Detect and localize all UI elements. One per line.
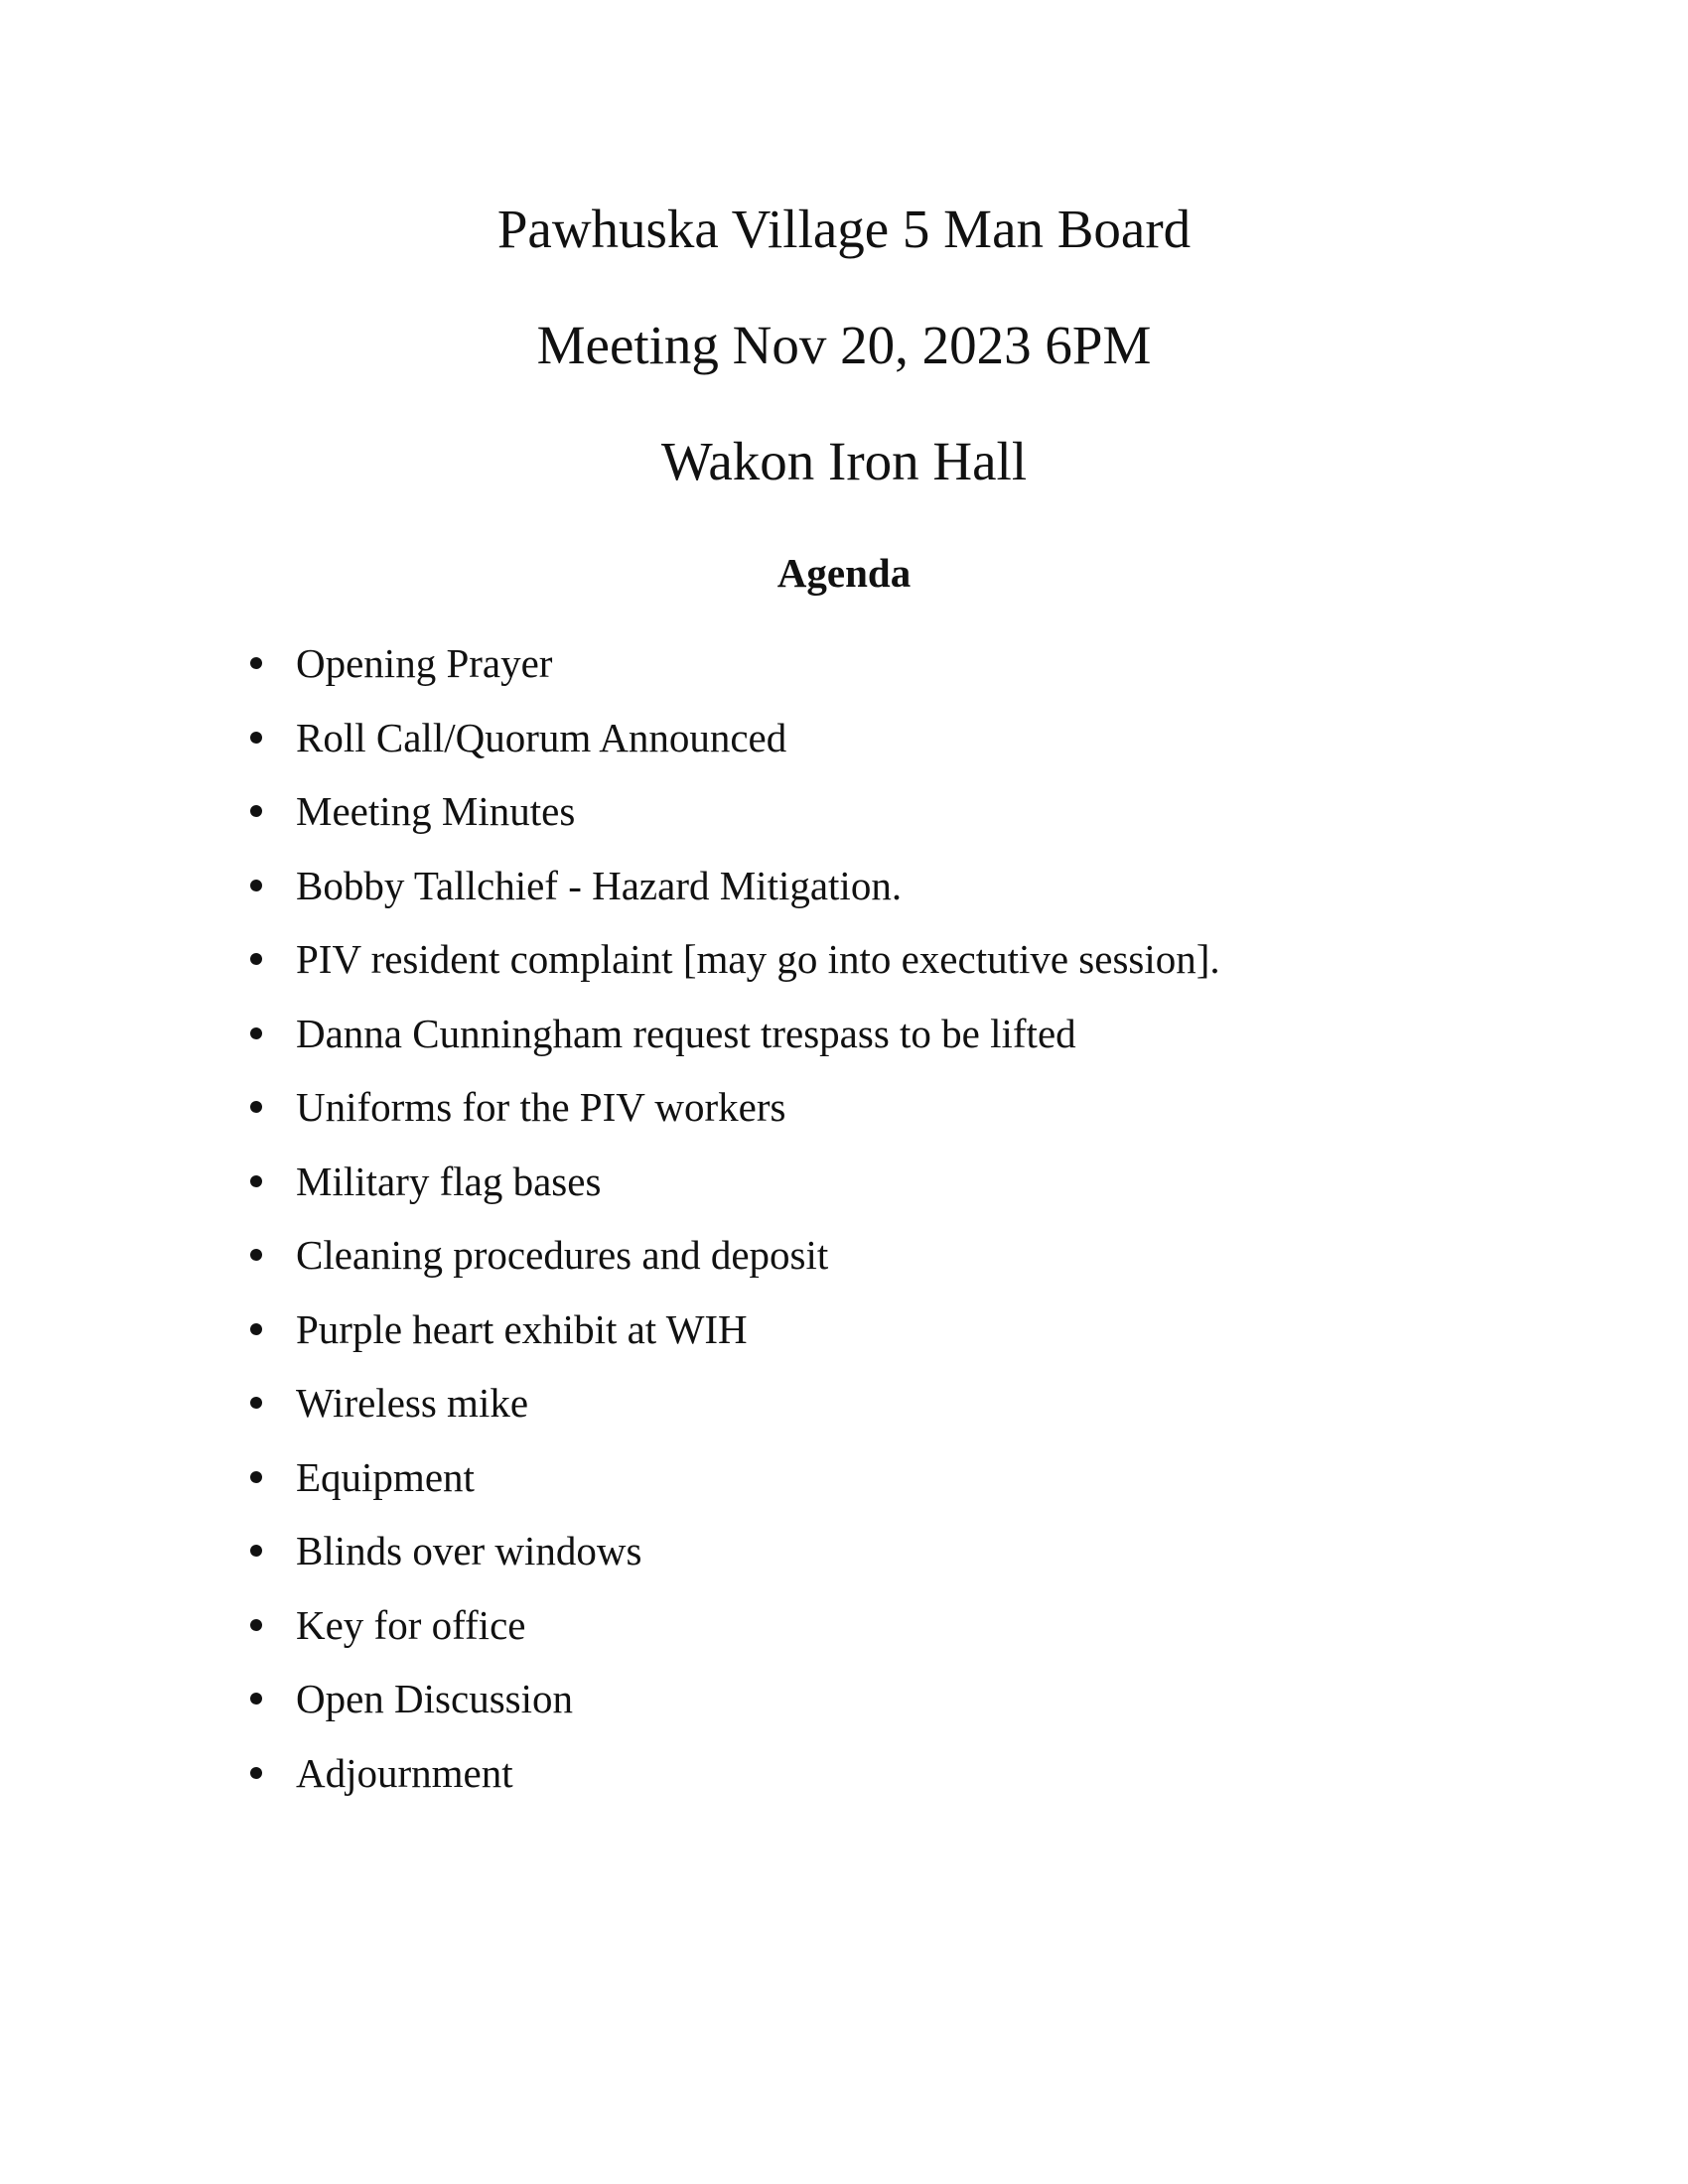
agenda-item	[0, 786, 1688, 861]
agenda-item	[0, 934, 1688, 1009]
bullet-icon	[250, 657, 262, 669]
agenda-item-text: Uniforms for the PIV workers	[296, 1084, 786, 1130]
agenda-item-text: Cleaning procedures and deposit	[296, 1232, 829, 1278]
bullet-icon	[250, 1693, 262, 1705]
agenda-item	[0, 1230, 1688, 1304]
document-title: Pawhuska Village 5 Man Board	[496, 199, 1192, 259]
agenda-item-text: PIV resident complaint [may go into exectutive session].	[296, 936, 1220, 982]
agenda-item-text: Blinds over windows	[296, 1528, 642, 1573]
agenda-list	[0, 638, 1688, 1822]
bullet-icon	[250, 1545, 262, 1557]
agenda-item-text: Opening Prayer	[296, 640, 553, 686]
agenda-item	[0, 1009, 1688, 1083]
bullet-icon	[250, 805, 262, 817]
bullet-icon	[250, 1619, 262, 1631]
bullet-icon	[250, 732, 262, 744]
agenda-item-text: Wireless mike	[296, 1380, 529, 1426]
bullet-icon	[250, 1249, 262, 1261]
bullet-icon	[250, 1027, 262, 1039]
agenda-item-text: Adjournment	[296, 1749, 513, 1796]
bullet-icon	[250, 880, 262, 891]
agenda-item	[0, 861, 1688, 935]
agenda-item-text: Meeting Minutes	[296, 788, 576, 834]
agenda-item	[0, 1674, 1688, 1748]
agenda-item-text: Open Discussion	[296, 1676, 574, 1721]
meeting-location: Wakon Iron Hall	[660, 431, 1028, 491]
agenda-item-text: Key for office	[296, 1601, 526, 1648]
agenda-item	[0, 1378, 1688, 1452]
bullet-icon	[250, 1101, 262, 1113]
bullet-icon	[250, 1767, 262, 1779]
agenda-item	[0, 638, 1688, 713]
agenda-item-text: Equipment	[296, 1453, 475, 1500]
bullet-icon	[250, 953, 262, 965]
bullet-icon	[250, 1397, 262, 1409]
agenda-item-text: Purple heart exhibit at WIH	[296, 1305, 748, 1352]
bullet-icon	[250, 1323, 262, 1335]
agenda-item-text: Roll Call/Quorum Announced	[296, 714, 787, 760]
agenda-item	[0, 1452, 1688, 1527]
bullet-icon	[250, 1175, 262, 1187]
agenda-item-text: Military flag bases	[296, 1158, 602, 1204]
meeting-date: Meeting Nov 20, 2023 6PM	[536, 315, 1152, 375]
agenda-item	[0, 1600, 1688, 1675]
agenda-item	[0, 713, 1688, 787]
agenda-item	[0, 1748, 1688, 1823]
agenda-heading: Agenda	[776, 550, 912, 596]
agenda-item	[0, 1304, 1688, 1379]
agenda-item-text: Danna Cunningham request trespass to be lifted	[296, 1010, 1076, 1056]
agenda-item	[0, 1082, 1688, 1157]
bullet-icon	[250, 1471, 262, 1483]
agenda-item-text: Bobby Tallchief - Hazard Mitigation.	[296, 862, 903, 908]
agenda-item	[0, 1157, 1688, 1231]
agenda-item	[0, 1526, 1688, 1600]
